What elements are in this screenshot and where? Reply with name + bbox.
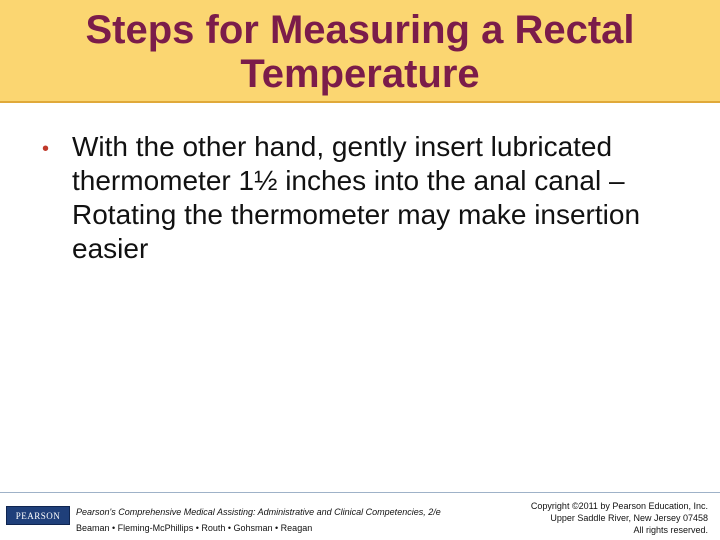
slide-body bbox=[42, 130, 682, 266]
book-citation bbox=[76, 504, 496, 536]
slide-title-line-2: Temperature bbox=[240, 52, 480, 96]
slide-title bbox=[0, 8, 720, 96]
copyright-line-3: All rights reserved. bbox=[633, 525, 708, 535]
book-authors: Beaman • Fleming-McPhillips • Routh • Gohsman • Reagan bbox=[76, 523, 313, 533]
copyright-notice bbox=[488, 500, 708, 536]
copyright-line-2: Upper Saddle River, New Jersey 07458 bbox=[550, 513, 708, 523]
copyright-line-1: Copyright ©2011 by Pearson Education, Inc. bbox=[530, 501, 708, 511]
book-title: Pearson's Comprehensive Medical Assisting: Administrative and Clinical Competencies, 2/e bbox=[76, 507, 441, 517]
bullet-text: With the other hand, gently insert lubricated thermometer 1½ inches into the anal canal – Rotating the thermometer may make insertion easier bbox=[72, 131, 641, 264]
pearson-logo bbox=[6, 506, 70, 525]
bullet-dot-icon: • bbox=[42, 138, 50, 160]
slide-title-line-1: Steps for Measuring a Rectal bbox=[85, 8, 635, 52]
title-band bbox=[0, 0, 720, 103]
footer bbox=[0, 492, 720, 540]
bullet-item bbox=[42, 130, 682, 266]
footer-divider bbox=[0, 492, 720, 493]
svg-text:PEARSON: PEARSON bbox=[15, 511, 61, 521]
pearson-logo-wordmark bbox=[9, 509, 67, 522]
